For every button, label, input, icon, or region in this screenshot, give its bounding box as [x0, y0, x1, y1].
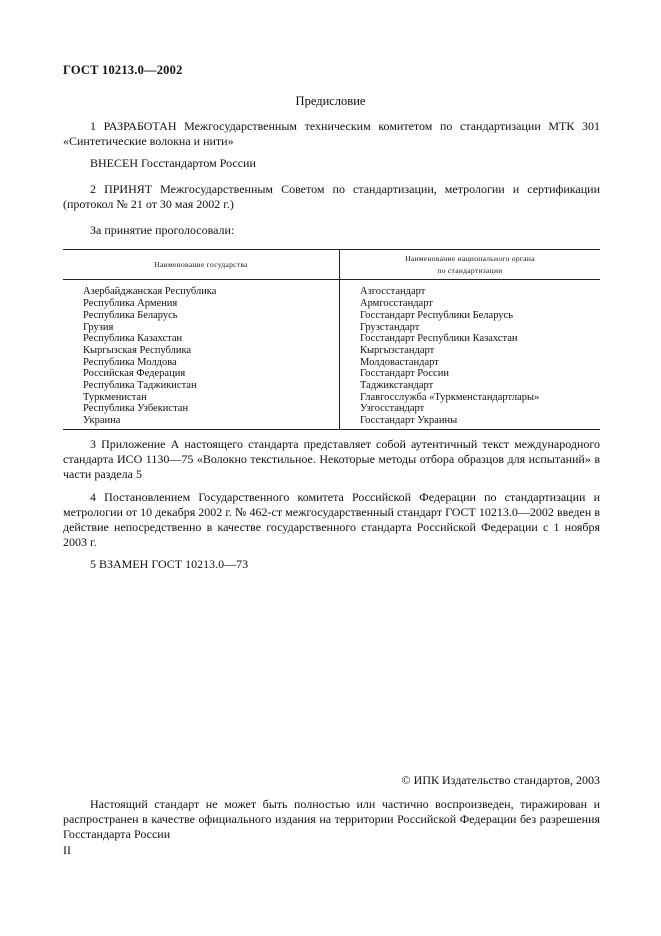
standards-body-name: Госстандарт Республики Казахстан — [360, 333, 518, 345]
preface-title: Предисловие — [295, 94, 366, 108]
paragraph-developed-by: 1 РАЗРАБОТАН Межгосударственным техническим комитетом по стандартизации МТК 301 «Синтетические волокна и нити» — [63, 119, 600, 148]
standards-body-name: Молдовастандарт — [360, 356, 439, 368]
state-name: Республика Армения — [83, 298, 178, 310]
column-header-state: Наименование государства — [63, 250, 340, 280]
standards-body-name: Узгосстандарт — [360, 403, 425, 415]
standards-body-name: Грузстандарт — [360, 321, 420, 333]
standards-bodies-cell — [340, 280, 601, 429]
standards-body-name: Армгосстандарт — [360, 298, 433, 310]
state-name: Республика Таджикистан — [83, 380, 197, 392]
paragraph-voted-for: За принятие проголосовали: — [90, 223, 235, 237]
document-code-header: ГОСТ 10213.0—2002 — [63, 63, 183, 77]
paragraph-annex-a: 3 Приложение А настоящего стандарта представляет собой аутентичный текст международного стандарта ИСО 1130—75 «Волокно текстильное. Некоторые методы отбора образцов для испытаний» в части раздела 5 — [63, 437, 600, 481]
standards-body-name: Госстандарт Республики Беларусь — [360, 309, 514, 321]
state-name: Республика Узбекистан — [83, 403, 189, 415]
state-name: Украина — [83, 415, 121, 427]
paragraph-replaces: 5 ВЗАМЕН ГОСТ 10213.0—73 — [90, 557, 249, 571]
paragraph-introduced-by: ВНЕСЕН Госстандартом России — [90, 156, 256, 170]
state-name: Республика Казахстан — [83, 333, 183, 345]
column-header-standards-body: Наименование национального органа по стандартизации — [340, 250, 601, 280]
paragraph-resolution: 4 Постановлением Государственного комитета Российской Федерации по стандартизации и метрологии от 10 декабря 2002 г. № 462-ст межгосударственный стандарт ГОСТ 10213.0—2002 введен в действие непосредственно в качестве государственного стандарта Российской Федерации с 1 ноября 2003 г. — [63, 490, 600, 549]
state-name: Республика Молдова — [83, 356, 177, 368]
page-number: II — [63, 843, 71, 857]
state-name: Туркменистан — [83, 391, 147, 403]
table-body-row — [63, 280, 600, 429]
state-name: Грузия — [83, 321, 114, 333]
standards-body-name: Главгосслужба «Туркменстандартлары» — [360, 391, 540, 403]
standards-body-name: Госстандарт Украины — [360, 415, 458, 427]
state-name: Республика Беларусь — [83, 309, 178, 321]
state-name: Кыргызская Республика — [83, 344, 192, 356]
state-name: Российская Федерация — [83, 368, 186, 380]
standards-body-name: Кыргызстандарт — [360, 344, 435, 356]
reproduction-notice: Настоящий стандарт не может быть полностью или частично воспроизведен, тиражирован и распространен в качестве официального издания на территории Российской Федерации без разрешения Госстандарта России — [63, 797, 600, 841]
standards-body-name: Госстандарт России — [360, 368, 449, 380]
standards-body-name: Таджикстандарт — [360, 380, 434, 392]
state-name: Азербайджанская Республика — [83, 286, 217, 298]
voting-states-table — [63, 249, 600, 430]
paragraph-adopted-by: 2 ПРИНЯТ Межгосударственным Советом по стандартизации, метрологии и сертификации (протокол № 21 от 30 мая 2002 г.) — [63, 182, 600, 211]
table-header-row — [63, 250, 600, 280]
standards-body-name: Азгосстандарт — [360, 286, 426, 298]
state-names-cell — [63, 280, 340, 429]
copyright-notice: © ИПК Издательство стандартов, 2003 — [401, 773, 600, 787]
